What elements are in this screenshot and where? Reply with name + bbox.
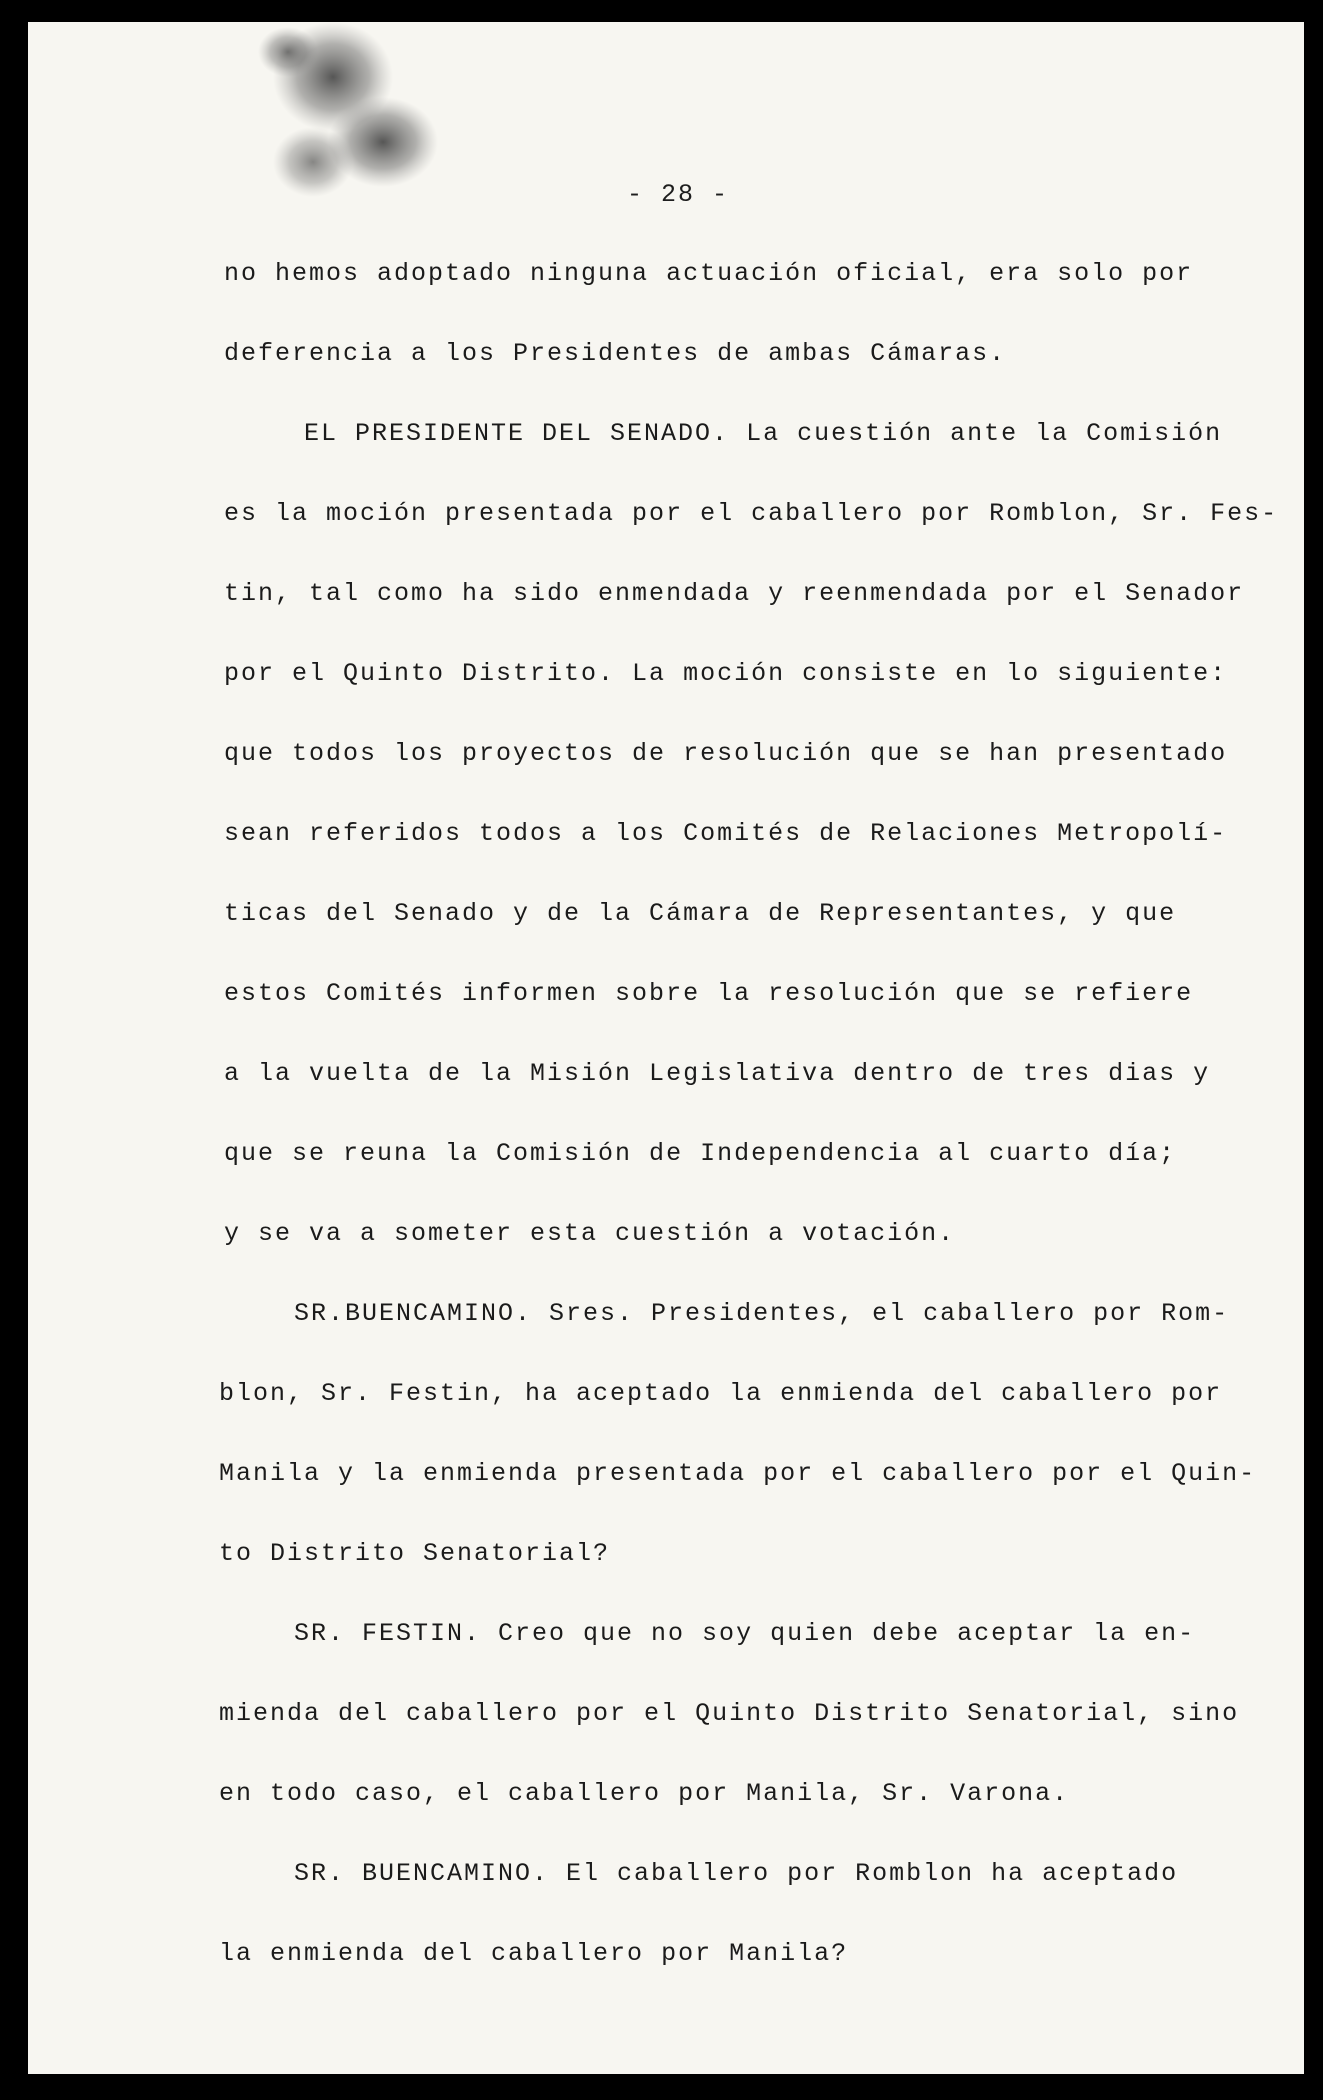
text-line: tin, tal como ha sido enmendada y reenmendada por el Senador <box>224 579 1245 608</box>
document-body <box>28 22 1304 2074</box>
text-line: SR. FESTIN. Creo que no soy quien debe aceptar la en- <box>294 1619 1196 1648</box>
text-line: que se reuna la Comisión de Independencia al cuarto día; <box>224 1139 1177 1168</box>
text-line: to Distrito Senatorial? <box>219 1539 611 1568</box>
text-line: SR. BUENCAMINO. El caballero por Romblon ha aceptado <box>294 1859 1179 1888</box>
text-line: estos Comités informen sobre la resolución que se refiere <box>224 979 1194 1008</box>
text-line: por el Quinto Distrito. La moción consiste en lo siguiente: <box>224 659 1228 688</box>
text-line: no hemos adoptado ninguna actuación oficial, era solo por <box>224 259 1194 288</box>
text-line: a la vuelta de la Misión Legislativa dentro de tres dias y <box>224 1059 1211 1088</box>
text-line: la enmienda del caballero por Manila? <box>219 1939 849 1968</box>
text-line: que todos los proyectos de resolución que se han presentado <box>224 739 1228 768</box>
text-line: EL PRESIDENTE DEL SENADO. La cuestión ante la Comisión <box>304 419 1223 448</box>
text-line: SR.BUENCAMINO. Sres. Presidentes, el caballero por Rom- <box>294 1299 1230 1328</box>
text-line: es la moción presentada por el caballero por Romblon, Sr. Fes- <box>224 499 1279 528</box>
text-line: en todo caso, el caballero por Manila, Sr. Varona. <box>219 1779 1070 1808</box>
document-page <box>28 22 1304 2074</box>
text-line: Manila y la enmienda presentada por el caballero por el Quin- <box>219 1459 1257 1488</box>
text-line: blon, Sr. Festin, ha aceptado la enmienda del caballero por <box>219 1379 1223 1408</box>
text-line: y se va a someter esta cuestión a votación. <box>224 1219 956 1248</box>
page-number: - 28 - <box>626 180 729 209</box>
text-line: ticas del Senado y de la Cámara de Representantes, y que <box>224 899 1177 928</box>
text-line: deferencia a los Presidentes de ambas Cámaras. <box>224 339 1007 368</box>
text-line: sean referidos todos a los Comités de Relaciones Metropolí- <box>224 819 1228 848</box>
text-line: mienda del caballero por el Quinto Distrito Senatorial, sino <box>219 1699 1240 1728</box>
